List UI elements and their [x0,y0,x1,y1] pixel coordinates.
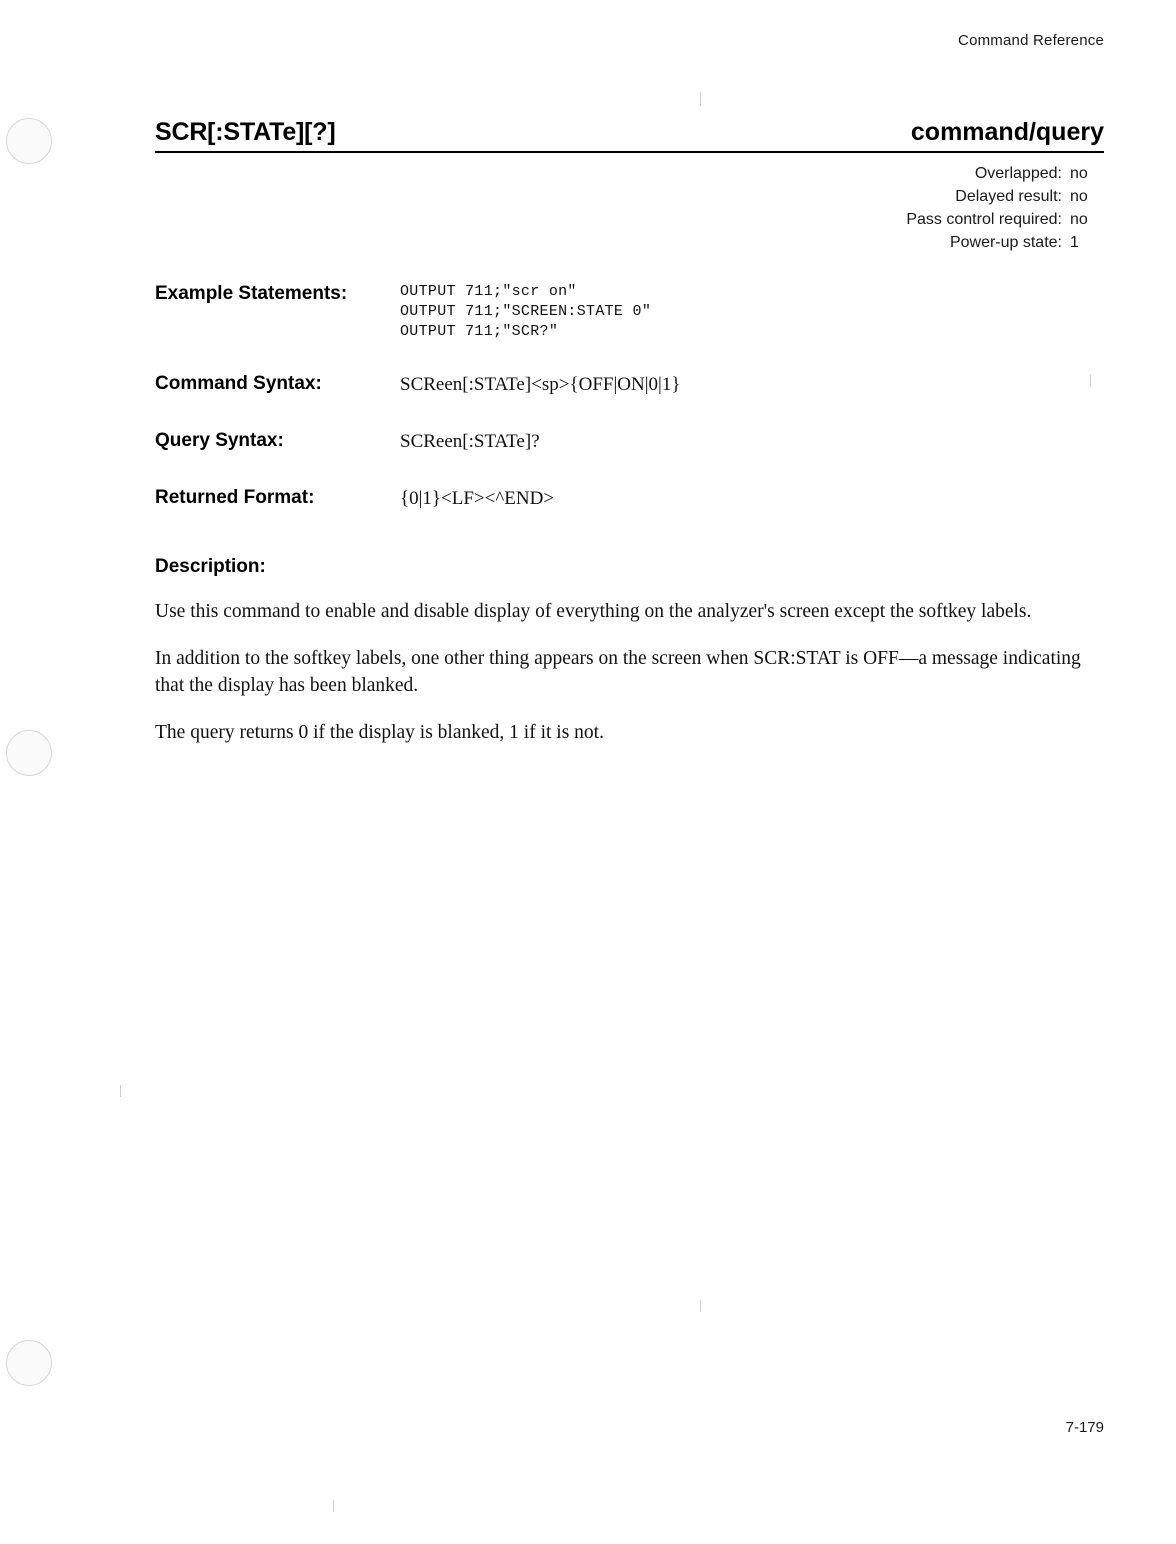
command-title-row [155,118,1104,153]
example-statements-label: Example Statements: [155,283,348,304]
command-kind-label: command/query [910,118,1104,146]
page-number: 7-179 [1065,1419,1104,1436]
description-paragraph: The query returns 0 if the display is blanked, 1 if it is not. [155,721,604,743]
attribute-row [906,231,1104,254]
returned-format-row [155,486,1104,511]
binder-punch-hole [6,118,52,164]
description-section [155,556,1104,746]
scan-artifact [700,1300,701,1312]
attribute-row [906,185,1104,208]
attribute-value: no [1070,211,1088,228]
scan-artifact [700,92,701,106]
query-syntax-row [155,429,1104,454]
example-statement-line: OUTPUT 711;"SCREEN:STATE 0" [400,303,652,320]
binder-punch-hole [6,730,52,776]
page-title: SCR[:STATe][?] [155,118,336,146]
returned-format-body: {0|1}<LF><^END> [400,488,555,509]
description-paragraph: In addition to the softkey labels, one other thing appears on the screen when SCR:STAT is OFF—a message indicating that the display has been blanked. [155,647,1081,696]
attribute-label: Overlapped: [974,165,1062,182]
attribute-row [906,208,1104,231]
description-heading: Description: [155,556,266,577]
attribute-label: Delayed result: [955,188,1062,205]
scan-artifact [120,1085,121,1097]
command-syntax-row [155,372,1104,397]
binder-punch-hole [6,1340,52,1386]
example-statement-line: OUTPUT 711;"scr on" [400,283,577,300]
returned-format-label: Returned Format: [155,487,315,508]
query-syntax-label: Query Syntax: [155,430,284,451]
attribute-list [906,162,1104,254]
example-statements-row [155,282,1104,342]
description-paragraph: Use this command to enable and disable display of everything on the analyzer's screen except the softkey labels. [155,600,1032,622]
attribute-value: no [1070,188,1088,205]
attribute-value: 1 [1070,234,1079,251]
command-syntax-body: SCReen[:STATe]<sp>{OFF|ON|0|1} [400,374,681,395]
command-syntax-label: Command Syntax: [155,373,322,394]
attribute-label: Pass control required: [906,211,1062,228]
attribute-row [906,162,1104,185]
example-statements-body [400,282,1104,342]
query-syntax-body: SCReen[:STATe]? [400,431,540,452]
attribute-label: Power-up state: [949,234,1062,251]
running-header: Command Reference [958,32,1104,49]
example-statement-line: OUTPUT 711;"SCR?" [400,323,559,340]
scan-artifact [333,1500,334,1512]
definition-list [155,282,1104,511]
attribute-value: no [1070,165,1088,182]
